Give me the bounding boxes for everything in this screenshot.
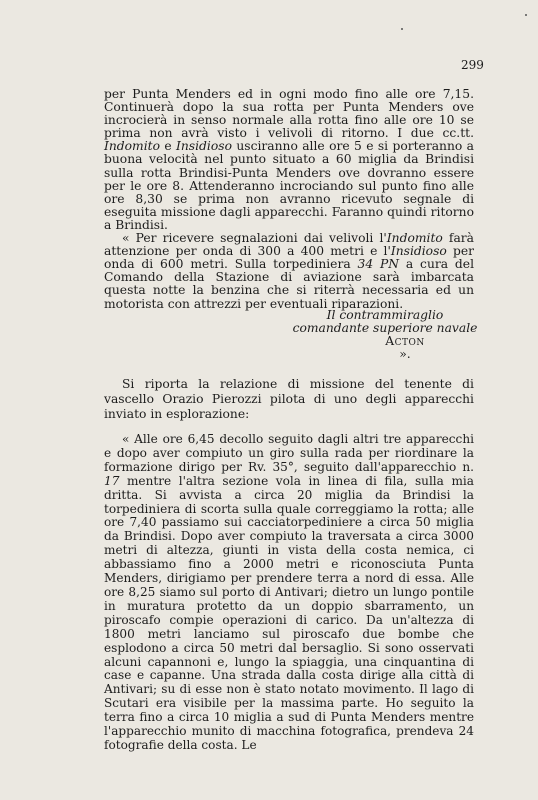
text-run: « Alle ore 6,45 decollo seguito dagli altri tre apparecchi e dopo aver compiuto un giro sulla rada per riordinare la formazione dirigo per Rv. 35°, seguito dall'apparecchio n. [104,432,474,474]
ship-name: Insidioso [176,139,232,154]
intro-text: Si riporta la relazione di missione del tenente di vascello Orazio Pierozzi pilota di uno degli apparecchi inviato in esplorazione: [104,377,474,421]
text-run: e [160,139,177,154]
text-run: per onda di 600 metri. Sulla torpediniera [104,244,475,272]
report-paragraph [104,433,474,753]
text-run: per Punta Menders ed in ogni modo fino alle ore 7,15. Continuerà dopo la sua rotta per Punta Menders ove incrocierà in senso normale alla rotta fino alle ore 10 se prima non avrà visto i velivoli di ritorno. I due cc.tt. [104,87,474,141]
signature-title: Il contrammiraglio [326,308,444,322]
paragraph-orders [104,88,474,232]
signature-name: Acton [385,334,425,348]
corner-mark [525,14,527,16]
dot-mark [401,28,403,30]
signature-role: comandante superiore navale [292,321,478,335]
ship-name: Insidioso [390,244,447,259]
letter-body [104,88,474,311]
text-run: mentre l'altra sezione vola in linea di fila, sulla mia dritta. Si avvista a circa 20 miglia da Brindisi la torpediniera di scorta sulla quale correggiamo la rotta; alle ore 7,40 passiamo sui cacciatorpediniere a circa 50 miglia da Brindisi. Dopo aver compiuto la traversata a circa 3000 metri di altezza, giunti in vista della costa nemica, ci abbassiamo fino a 2000 metri e riconosciuta Punta Menders, dirigiamo per prendere terra a nord di essa. Alle ore 8,25 siamo sul porto di Antivari; dietro un lungo pontile in muratura protetto da un doppio sbarramento, un piroscafo compie operazioni di carico. Da un'altezza di 1800 metri lanciamo sul piroscafo due bombe che esplodono a circa 50 metri dal bersaglio. Si sono osservati alcuni capannoni e, lungo la spiaggia, una cinquantina di case e capanne. Una strada dalla costa dirige alla città di Antivari; su di esse non è stato notato movimento. Il lago di Scutari era visibile per la massima parte. Ho seguito la terra fino a circa 10 miglia a sud di Punta Menders mentre l'apparecchio munito di macchina fotografica, prendeva 24 fotografie della costa. Le [104,473,474,752]
text-run: « Per ricevere segnalazioni dai velivoli l' [122,231,387,246]
text-run: usciranno alle ore 5 e si porteranno a buona velocità nel punto situato a 60 miglia da Brindisi sulla rotta Brindisi-Punta Menders ove dovranno essere per le ore 8. Attenderanno incrociando sul punto fino alle ore 8,30 se prima non avranno ricevuto segnale di eseguita missione dagli apparecchi. Faranno quindi ritorno a Brindisi. [104,139,474,232]
text-run: farà attenzione per onda di 300 a 400 metri e l' [104,231,474,259]
signature-block [275,309,495,361]
intro-paragraph [104,377,474,421]
aircraft-number: 17 [104,473,120,488]
mission-report [104,433,474,753]
quote-close: ». [399,347,411,361]
ship-name: Indomito [104,139,160,154]
paragraph-signals [104,232,474,311]
ship-name: Indomito [386,231,443,246]
text-run: a cura del Comando della Stazione di aviazione sarà imbarcata questa notte la benzina che si riterrà necessaria ed un motorista con attrezzi per eventuali riparazioni. [104,257,475,311]
page-number: 299 [461,58,484,72]
torpedo-boat-name: 34 PN [357,257,400,272]
